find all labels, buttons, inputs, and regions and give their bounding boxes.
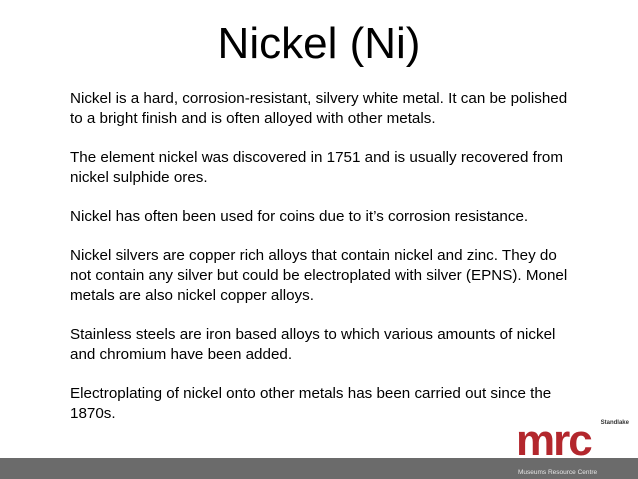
logo-letters: mrc (516, 416, 591, 465)
paragraph-coins: Nickel has often been used for coins due to it’s corrosion resistance. (70, 208, 529, 225)
slide-body (70, 89, 610, 443)
paragraph-electroplating: Electroplating of nickel onto other metals has been carried out since the 1870s. (70, 385, 552, 422)
paragraph-stainless-steels: Stainless steels are iron based alloys to which various amounts of nickel and chromium have been added. (70, 326, 556, 363)
paragraph-nickel-properties: Nickel is a hard, corrosion-resistant, silvery white metal. It can be polished to a bright finish and is often alloyed with other metals. (70, 90, 568, 127)
slide-title: Nickel (Ni) (217, 19, 421, 68)
paragraph-discovery: The element nickel was discovered in 1751 and is usually recovered from nickel sulphide ores. (70, 149, 564, 186)
paragraph-nickel-silvers: Nickel silvers are copper rich alloys that contain nickel and zinc. They do not contain any silver but could be electroplated with silver (EPNS). Monel metals are also nickel copper alloys. (70, 247, 568, 304)
logo-subtitle: Museums Resource Centre (518, 469, 598, 476)
mrc-logo (514, 417, 632, 479)
logo-town-label: Standlake (600, 420, 629, 426)
